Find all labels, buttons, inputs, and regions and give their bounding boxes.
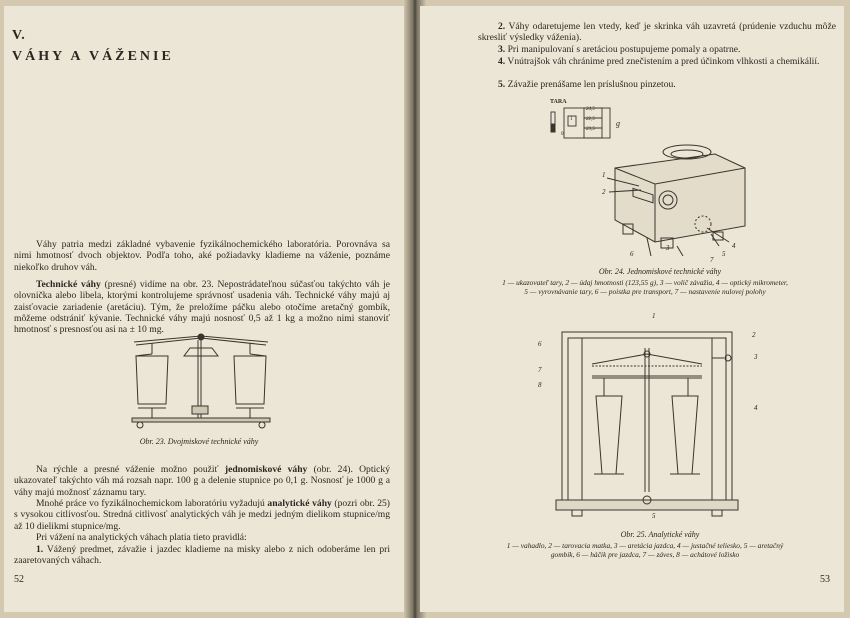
figure-25-legend-1: 1 — vahadlo, 2 — tarovacia matka, 3 — aretácia jazdca, 4 — justačné teliesko, 5 — aretačný xyxy=(506,541,784,550)
analytical-text-b: (pozri obr. 25) s vysokou citlivosťou. Stredná citlivosť analytických váh je medzi jedným dielikom stupnice/mg až 10 dielikmi stupnice/mg. xyxy=(14,498,390,532)
figure-24-legend-1: 1 — ukazovateľ tary, 2 — údaj hmotnosti (123,55 g), 3 — volič závažia, 4 — optický mikrometer, xyxy=(502,278,788,287)
fig24-callout-2: 2 xyxy=(602,188,606,196)
rule-1 xyxy=(14,544,390,567)
fig24-readout-2: 23,5 xyxy=(586,127,595,132)
fig25-callout-2: 2 xyxy=(752,331,756,339)
analytical-lead: analytické váhy xyxy=(267,498,332,509)
figure-23-caption: Obr. 23. Dvojmiskové technické váhy xyxy=(139,437,259,446)
figure-24-legend-2: 5 — vyrovnávanie tary, 6 — poistka pre transport, 7 — nastavenie nulovej polohy xyxy=(524,287,766,296)
rule-3-number: 3. xyxy=(498,44,506,55)
figure-24-caption: Obr. 24. Jednomiskové technické váhy xyxy=(598,267,722,276)
single-pan-text-b: (obr. 24). Optický ukazovateľ takýchto váh má rozsah napr. 100 g a delenie stupnice po 0,1 g. Nosnosť je 1000 g a váhy majú možnosť záznamu tary. xyxy=(14,464,390,498)
fig24-callout-7: 7 xyxy=(710,256,714,264)
fig24-callout-6: 6 xyxy=(630,250,634,258)
rule-5-text: Závažie prenášame len príslušnou pinzetou. xyxy=(505,79,676,90)
fig24-unit: g xyxy=(616,119,620,128)
rule-2 xyxy=(478,21,836,44)
fig24-scale-digit: 0 xyxy=(561,132,564,137)
fig24-callout-5: 5 xyxy=(722,250,726,258)
rule-5 xyxy=(478,79,836,90)
technical-lead: Technické váhy xyxy=(36,279,101,290)
rules-intro: Pri vážení na analytických váhach platia tieto pravidlá: xyxy=(36,532,247,543)
chapter-number: V. xyxy=(12,28,26,43)
figure-24-illustration xyxy=(595,138,755,258)
figure-25-legend-2: gombík, 6 — háčik pre jazdca, 7 — záves, 8 — achátové ložisko xyxy=(550,550,740,559)
left-page xyxy=(4,6,410,612)
page-number-left: 52 xyxy=(14,574,24,585)
fig24-tara-label: TARA xyxy=(550,99,567,105)
single-pan-lead: jednomiskové váhy xyxy=(224,464,308,475)
fig24-callout-4: 4 xyxy=(732,242,736,250)
fig24-readout-0: 24,5 xyxy=(586,107,595,112)
figure-25-illustration xyxy=(552,324,742,524)
chapter-title: VÁHY A VÁŽENIE xyxy=(12,49,174,64)
fig24-callout-1: 1 xyxy=(602,171,606,179)
right-page xyxy=(420,6,844,612)
technical-text: (presné) vidíme na obr. 23. Nepostrádateľnou súčasťou takýchto váh je olovnička alebo libela, ktorými kontrolujeme správnosť usadenia váh. Technické váhy majú aj zaisťovacie zariadenie (aretáciu). Tým, že preložíme páčku alebo otočíme aretačný gombík, môžeme odstrániť kývanie. Technické váhy majú nosnosť 0,5 až 1 kg a možno nimi stanoviť hmotnosť s presnosťou asi na ± 10 mg. xyxy=(14,279,390,336)
fig25-callout-3: 3 xyxy=(754,353,758,361)
fig25-callout-7: 7 xyxy=(538,366,542,374)
analytical-paragraph xyxy=(14,498,390,532)
fig25-callout-5: 5 xyxy=(652,512,656,520)
fig25-callout-4: 4 xyxy=(754,404,758,412)
rule-5-number: 5. xyxy=(498,79,506,90)
rule-1-text: Vážený predmet, závažie i jazdec kladieme na misky alebo z nich odoberáme len pri zaaretovaných váhach. xyxy=(14,544,390,567)
fig25-callout-8: 8 xyxy=(538,381,542,389)
figure-23-illustration xyxy=(122,326,280,432)
rule-4-text: Vnútrajšok váh chránime pred znečistením a pred účinkom vlhkosti a chemikálií. xyxy=(505,56,820,67)
single-pan-paragraph xyxy=(14,464,390,498)
fig25-callout-6: 6 xyxy=(538,340,542,348)
fig24-callout-3: 3 xyxy=(666,244,670,252)
page-number-right: 53 xyxy=(820,574,830,585)
rule-1-number: 1. xyxy=(36,544,44,555)
intro-paragraph: Váhy patria medzi základné vybavenie fyzikálnochemického laboratória. Porovnáva sa nimi hmotnosť dvoch objektov. Podľa toho, aké požiadavky kladieme na váženie, poznáme niekoľko druhov váh. xyxy=(14,239,390,273)
rule-2-text: Váhy odaretujeme len vtedy, keď je skrinka váh uzavretá (prúdenie vzduchu môže skresliť výsledky váženia). xyxy=(478,21,836,44)
rule-2-number: 2. xyxy=(498,21,506,32)
fig25-callout-1: 1 xyxy=(652,312,656,320)
rule-3 xyxy=(478,44,836,55)
fig24-readout-1: 22,5 xyxy=(586,117,595,122)
fig24-weight-digit: 1 xyxy=(570,117,573,122)
rule-4-number: 4. xyxy=(498,56,506,67)
rule-4 xyxy=(478,56,836,67)
figure-25-caption: Obr. 25. Analytické váhy xyxy=(620,530,700,539)
single-pan-text-a: Na rýchle a presné váženie možno použiť xyxy=(36,464,225,475)
analytical-text-a: Mnohé práce vo fyzikálnochemickom laboratóriu vyžadujú xyxy=(36,498,268,509)
rule-3-text: Pri manipulovaní s aretáciou postupujeme pomaly a opatrne. xyxy=(505,44,741,55)
